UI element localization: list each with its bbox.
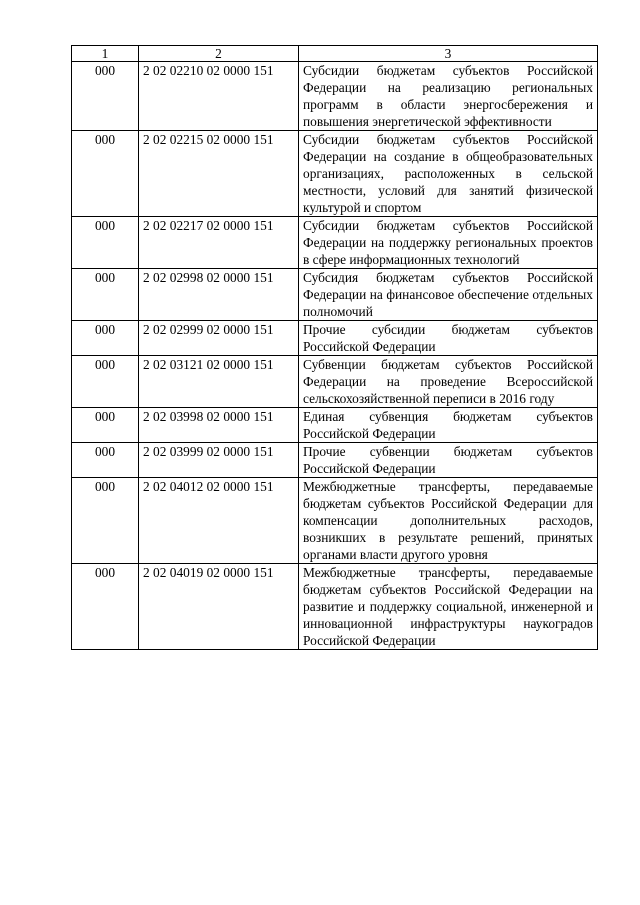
budget-code-cell: 2 02 02998 02 0000 151 xyxy=(139,269,299,321)
revenue-name-cell: Межбюджетные трансферты, передаваемые бюджетам субъектов Российской Федерации на развитие и поддержку социальной, инженерной и инновационной инфраструктуры наукоградов Российской Федерации xyxy=(299,564,598,650)
column-header-3: 3 xyxy=(299,46,598,62)
table-row xyxy=(72,443,598,478)
table-row xyxy=(72,408,598,443)
admin-code-cell: 000 xyxy=(72,356,139,408)
admin-code-cell: 000 xyxy=(72,321,139,356)
admin-code-cell: 000 xyxy=(72,217,139,269)
admin-code-cell: 000 xyxy=(72,131,139,217)
budget-code-cell: 2 02 02215 02 0000 151 xyxy=(139,131,299,217)
budget-code-cell: 2 02 03121 02 0000 151 xyxy=(139,356,299,408)
table-row xyxy=(72,131,598,217)
budget-code-cell: 2 02 04019 02 0000 151 xyxy=(139,564,299,650)
budget-code-cell: 2 02 04012 02 0000 151 xyxy=(139,478,299,564)
table-row xyxy=(72,356,598,408)
budget-revenue-table xyxy=(71,45,598,650)
column-header-2: 2 xyxy=(139,46,299,62)
revenue-name-cell: Субсидия бюджетам субъектов Российской Федерации на финансовое обеспечение отдельных полномочий xyxy=(299,269,598,321)
revenue-name-cell: Субсидии бюджетам субъектов Российской Федерации на реализацию региональных программ в области энергосбережения и повышения энергетической эффективности xyxy=(299,62,598,131)
table-row xyxy=(72,269,598,321)
admin-code-cell: 000 xyxy=(72,408,139,443)
table-row xyxy=(72,321,598,356)
admin-code-cell: 000 xyxy=(72,269,139,321)
admin-code-cell: 000 xyxy=(72,443,139,478)
column-header-1: 1 xyxy=(72,46,139,62)
table-row xyxy=(72,564,598,650)
revenue-name-cell: Прочие субвенции бюджетам субъектов Российской Федерации xyxy=(299,443,598,478)
budget-code-cell: 2 02 02217 02 0000 151 xyxy=(139,217,299,269)
budget-code-cell: 2 02 03998 02 0000 151 xyxy=(139,408,299,443)
admin-code-cell: 000 xyxy=(72,478,139,564)
budget-code-cell: 2 02 03999 02 0000 151 xyxy=(139,443,299,478)
table-row xyxy=(72,62,598,131)
revenue-name-cell: Субвенции бюджетам субъектов Российской Федерации на проведение Всероссийской сельскохозяйственной переписи в 2016 году xyxy=(299,356,598,408)
revenue-name-cell: Прочие субсидии бюджетам субъектов Российской Федерации xyxy=(299,321,598,356)
table-header-row xyxy=(72,46,598,62)
table-row xyxy=(72,478,598,564)
revenue-name-cell: Единая субвенция бюджетам субъектов Российской Федерации xyxy=(299,408,598,443)
table-row xyxy=(72,217,598,269)
admin-code-cell: 000 xyxy=(72,564,139,650)
budget-code-cell: 2 02 02999 02 0000 151 xyxy=(139,321,299,356)
admin-code-cell: 000 xyxy=(72,62,139,131)
budget-code-cell: 2 02 02210 02 0000 151 xyxy=(139,62,299,131)
revenue-name-cell: Субсидии бюджетам субъектов Российской Федерации на создание в общеобразовательных организациях, расположенных в сельской местности, условий для занятий физической культурой и спортом xyxy=(299,131,598,217)
revenue-name-cell: Межбюджетные трансферты, передаваемые бюджетам субъектов Российской Федерации для компенсации дополнительных расходов, возникших в результате решений, принятых органами власти другого уровня xyxy=(299,478,598,564)
revenue-name-cell: Субсидии бюджетам субъектов Российской Федерации на поддержку региональных проектов в сфере информационных технологий xyxy=(299,217,598,269)
